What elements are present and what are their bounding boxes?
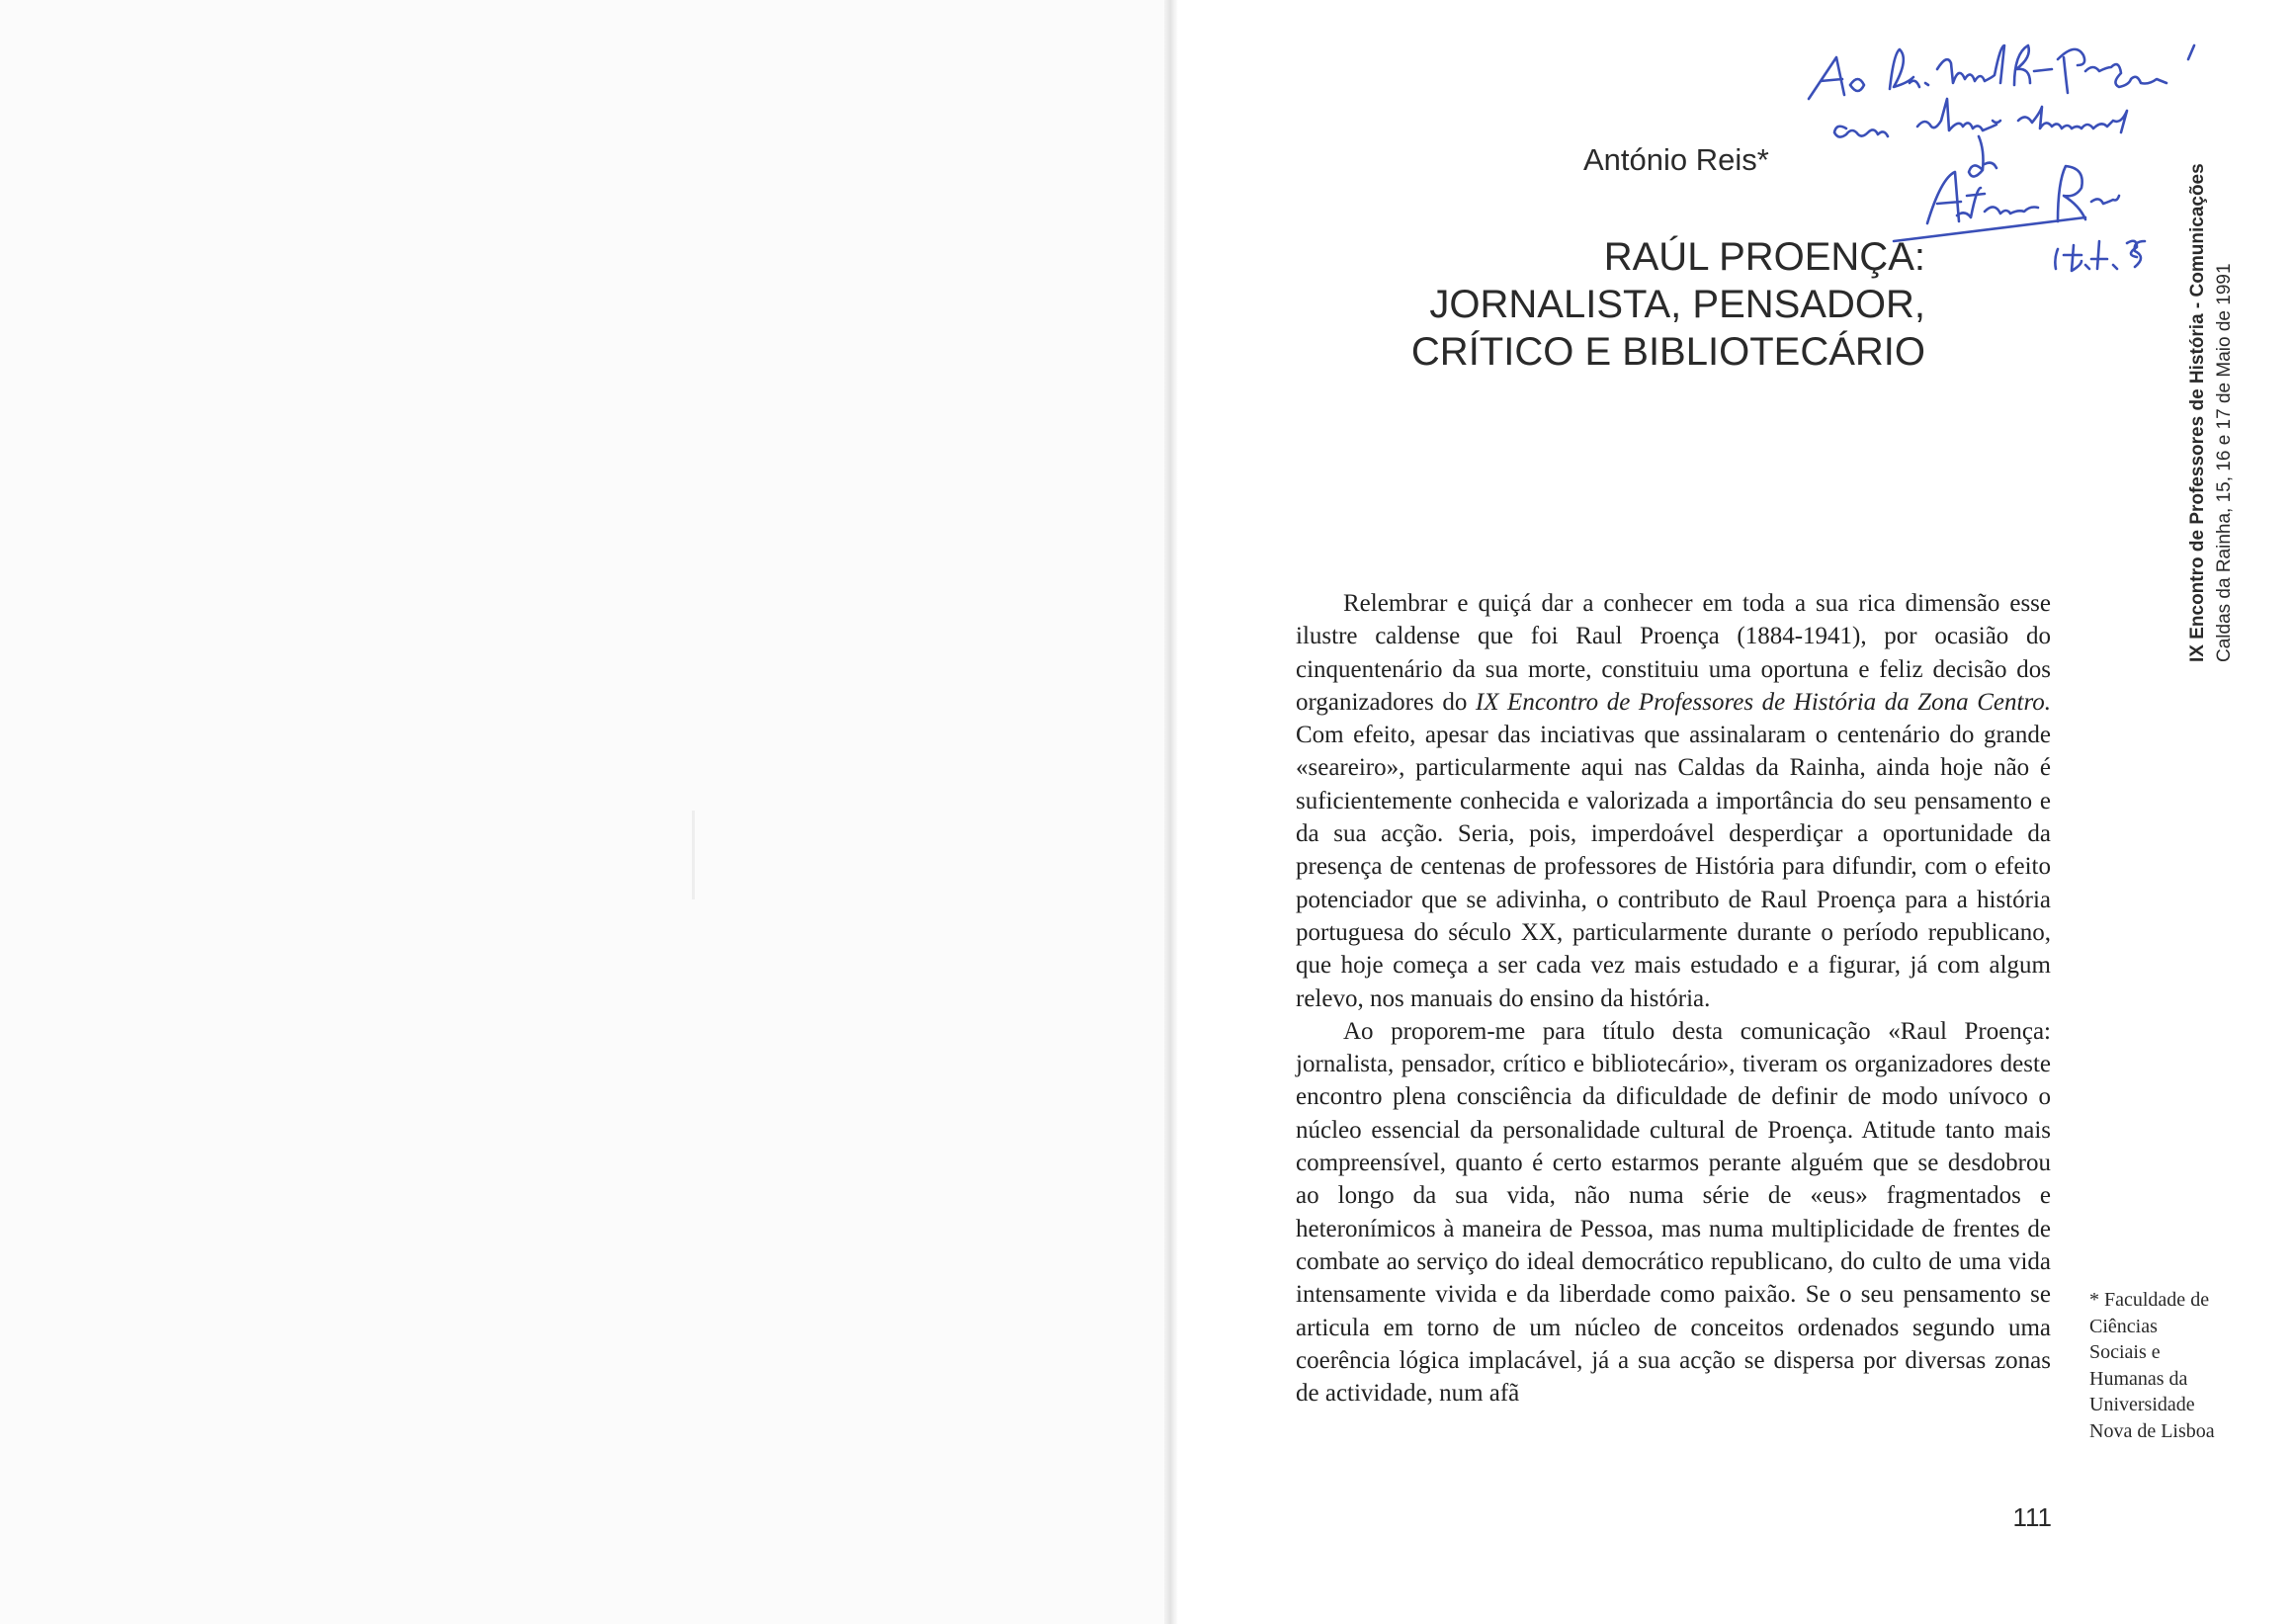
- author-name: António Reis*: [1583, 142, 1769, 177]
- faint-paper-mark: [692, 811, 695, 899]
- footnote-line: Nova de Lisboa: [2089, 1419, 2215, 1442]
- book-gutter: [1164, 0, 1178, 1624]
- conference-name: IX Encontro de Professores de História - Comunicações: [2187, 163, 2208, 662]
- footnote-line: Universidade: [2089, 1394, 2195, 1415]
- footnote-line: Humanas da: [2089, 1367, 2188, 1390]
- footnote-line: Ciências: [2089, 1315, 2158, 1337]
- footnote-line: Sociais e: [2089, 1341, 2161, 1363]
- author-affiliation-footnote: [2089, 1287, 2238, 1444]
- article-body: [1296, 587, 2051, 1410]
- paragraph-text: Relembrar e quiçá dar a conhecer em toda a sua rica dimensão esse ilustre caldense que foi Raul Proença (1884-1941), por ocasião do cinquentenário da sua morte, constituiu uma oportuna e feliz decisão dos organizadores do: [1296, 590, 2051, 716]
- footnote-line: * Faculdade de: [2089, 1289, 2210, 1311]
- title-line: CRÍTICO E BIBLIOTECÁRIO: [1410, 330, 1925, 374]
- page-number: 111: [2012, 1502, 2052, 1532]
- paragraph-text: Com efeito, apesar das inciativas que assinalaram o centenário do grande «seareiro», particularmente aqui nas Caldas da Rainha, ainda hoje não é suficientemente conhecida e valorizada a importância do seu pensamento e da sua acção. Seria, pois, imperdoável desperdiçar a oportunidade da presença de centenas de professores de História para difundir, com o efeito potenciador que se adivinha, o contributo de Raul Proença para a história portuguesa do século XX, particularmente durante o período republicano, que hoje começa a ser cada vez mais estudado e a figurar, já com algum relevo, nos manuais do ensino da história.: [1296, 722, 2051, 1012]
- conference-side-label: [2184, 99, 2244, 662]
- conference-place-date: Caldas da Rainha, 15, 16 e 17 de Maio de 1991: [2214, 263, 2235, 662]
- paragraph: Ao proporem-me para título desta comunicação «Raul Proença: jornalista, pensador, crítico e bibliotecário», tiveram os organizadores deste encontro plena consciência da dificuldade de definir de modo unívoco o núcleo essencial da personalidade cultural de Proença. Atitude tanto mais compreensível, quanto é certo estarmos perante alguém que se desdobrou ao longo da sua vida, não numa série de «eus» fragmentados e heteronímicos à maneira de Pessoa, mas numa multiplicidade de frentes de combate ao serviço do ideal democrático republicano, do culto de uma vida intensamente vivida e da liberdade como paixão. Se o seu pensamento se articula em torno de um núcleo de conceitos ordenados segundo uma coerência lógica implacável, já a sua acção se dispersa por diversas zonas de actividade, num afã: [1296, 1017, 2051, 1408]
- title-line: JORNALISTA, PENSADOR,: [1429, 283, 1925, 326]
- paragraph: [1296, 587, 2051, 1015]
- title-line: RAÚL PROENÇA:: [1603, 235, 1925, 279]
- article-title: [1285, 233, 1925, 376]
- event-name-italic: IX Encontro de Professores de História da Zona Centro.: [1475, 688, 2052, 716]
